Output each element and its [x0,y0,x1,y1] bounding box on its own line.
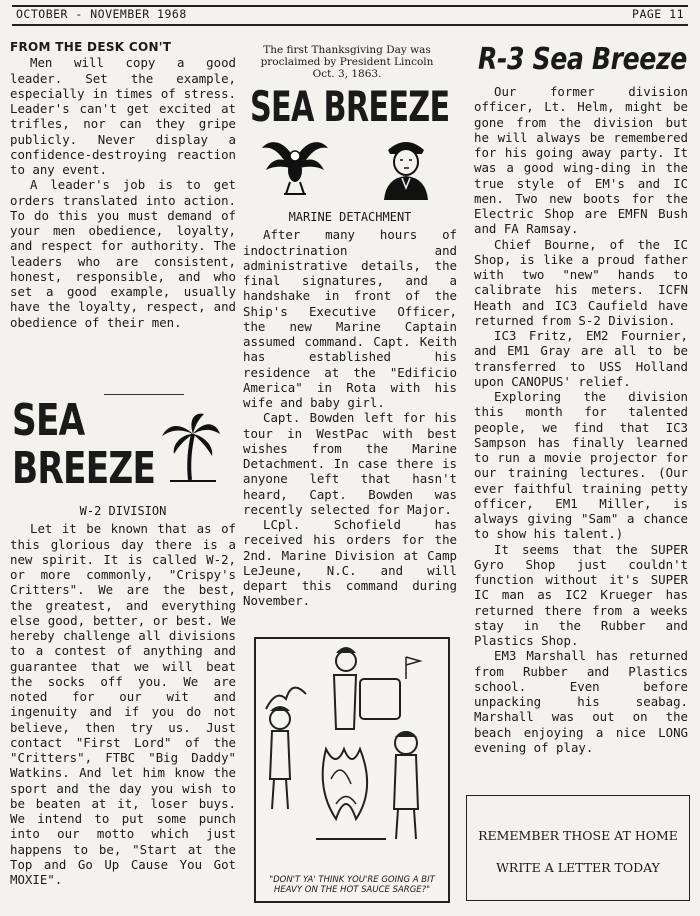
column-heading: FROM THE DESK CON'T [10,40,172,54]
column-right [474,84,688,755]
cartoon-illustration [256,639,444,857]
page-header [12,6,688,22]
header-rule [12,24,688,26]
eagle-icon [260,130,330,200]
reminder-box [466,795,690,901]
section-divider [104,394,184,395]
sea-breeze-logo-large [248,84,448,204]
article-paragraph: IC3 Fritz, EM2 Fournier, and EM1 Gray are all to be transferred to USS Holland upon CANOPUS' relief. [474,328,688,389]
article-paragraph: Exploring the division this month for talented people, we find that IC3 Sampson has finally learned to run a movie projector for our training lectures. (Our ever faithful training petty officer, EM1 Miller, is always giving "Sam" a chance to show his talent.) [474,389,688,542]
article-paragraph: LCpl. Schofield has received his orders for the 2nd. Marine Division at Camp LeJeune, N.C. and will depart this command during November. [243,517,457,609]
thanksgiving-caption: The first Thanksgiving Day was proclaimed by President Lincoln Oct. 3, 1863. [260,44,434,80]
column-middle [243,208,457,609]
division-heading: W-2 DIVISION [79,504,167,518]
article-paragraph: Chief Bourne, of the IC Shop, is like a proud father with two "new" hands to calibrate his meters. ICFN Heath and IC3 Caufield have returned from S-2 Division. [474,236,688,328]
article-paragraph: Capt. Bowden left for his tour in WestPac with best wishes from the Marine Detachment. In case there is anyone left that hasn't heard, Capt. Bowden was recently selected for Major. [243,410,457,517]
r3-title: R-3 Sea Breeze [478,42,687,77]
column-left [10,40,236,330]
column-left-lower [10,502,236,887]
logo-text: SEA BREEZE [250,82,450,131]
article-paragraph: Let it be known that as of this glorious day there is a new spirit. It is called W-2, or more commonly, "Crispy's Critters". We are the best, the greatest, and everything else good, better, or best. We hereby challenge all divisions to a contest of anything and guarantee that we will beat the socks off you. We are noted for our wit and ingenuity and if you do not believe, then try us. Just contact "First Lord" of the "Critters", FTBC "Big Daddy" Watkins. And let him know the sport and the day you wish to be beaten at it, loser buys. We intend to put some punch into our motto which just happens to be, "Start at the Top and Go Up Cause You Got MOXIE". [10,521,236,887]
page-number: PAGE 11 [632,7,684,21]
article-paragraph: EM3 Marshall has returned from Rubber and Plastics school. Even before unpacking his seabag. Marshall was out on the beach enjoying a nice LONG evening of play. [474,648,688,755]
cartoon-caption: "DON'T YA' THINK YOU'RE GOING A BIT HEAVY ON THE HOT SAUCE SARGE?" [269,875,435,895]
article-paragraph: A leader's job is to get orders translated into action. To do this you must demand of your men obedience, loyalty, and respect for authority. The leaders who are consistent, honest, responsible, and who set a good example, usually have the loyalty, respect, and obedience of their men. [10,177,236,330]
sea-breeze-logo-small [12,395,232,498]
palm-tree-icon [160,412,222,482]
marine-detachment-heading: MARINE DETACHMENT [288,210,412,224]
logo-line-2: BREEZE [12,443,156,494]
issue-date: OCTOBER - NOVEMBER 1968 [16,7,187,21]
article-paragraph: Men will copy a good leader. Set the example, especially in times of stress. Leader's can't get excited at trifles, nor can they gripe publicly. Never display a confidence-destroying reaction to any event. [10,55,236,177]
reminder-line-1: REMEMBER THOSE AT HOME [478,828,678,843]
article-paragraph: It seems that the SUPER Gyro Shop just couldn't function without it's SUPER IC man as IC2 Krueger has returned there from a weeks stay in the Rubber and Plastics Shop. [474,541,688,648]
article-paragraph: Our former division officer, Lt. Helm, might be gone from the division but he will always be remembered for his going away party. It was a good wing-ding in the true style of EM's and IC men. Two new boots for the Electric Shop are EMFN Bush and FA Ramsay. [474,84,688,237]
logo-line-1: SEA [12,395,85,446]
reminder-line-2: WRITE A LETTER TODAY [496,860,660,875]
cartoon-panel [254,637,450,903]
article-paragraph: After many hours of indoctrination and administrative details, the final signatures, and a handshake in front of the Ship's Executive Officer, the new Marine Captain assumed command. Capt. Keith has established his residence at the "Edificio America" in Rota with his wife and baby girl. [243,227,457,410]
marine-portrait-icon [378,130,434,200]
